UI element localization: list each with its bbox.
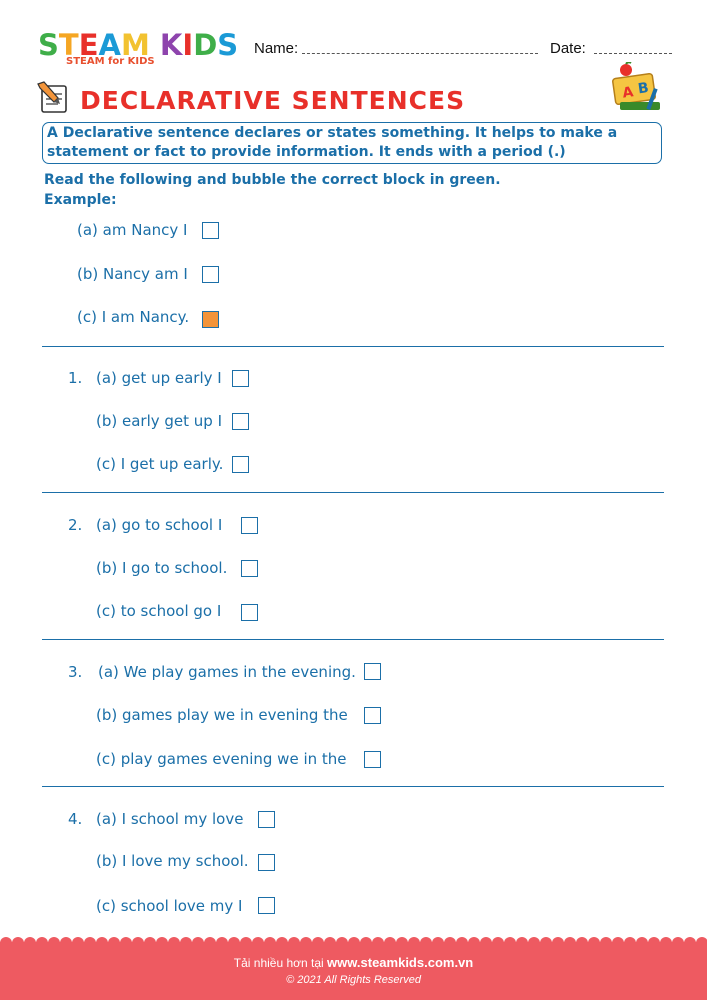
q1-checkbox-a[interactable] bbox=[232, 370, 249, 387]
q3-option-c: (c) play games evening we in the bbox=[96, 750, 347, 768]
question-number: 3. bbox=[68, 663, 83, 681]
divider bbox=[42, 786, 664, 787]
example-label: Example: bbox=[44, 192, 117, 208]
q1-option-a: (a) get up early I bbox=[96, 369, 222, 387]
instruction-text: Read the following and bubble the correct block in green. bbox=[44, 172, 501, 188]
q4-option-a: (a) I school my love bbox=[96, 810, 244, 828]
q3-option-b: (b) games play we in evening the bbox=[96, 706, 348, 724]
date-field[interactable] bbox=[594, 53, 672, 54]
divider bbox=[42, 492, 664, 493]
question-number: 2. bbox=[68, 516, 83, 534]
steam-kids-logo bbox=[38, 30, 238, 72]
definition-text: A Declarative sentence declares or states something. It helps to make a statement or fact to provide information. It ends with a period (.) bbox=[47, 125, 618, 160]
logo-subtitle: STEAM for KIDS bbox=[66, 56, 155, 67]
example-option-c: (c) I am Nancy. bbox=[77, 308, 190, 326]
divider bbox=[42, 639, 664, 640]
footer-copyright: © 2021 All Rights Reserved bbox=[286, 974, 421, 986]
question-number: 4. bbox=[68, 810, 83, 828]
q4-checkbox-b[interactable] bbox=[258, 854, 275, 871]
example-checkbox-b[interactable] bbox=[202, 266, 219, 283]
svg-text:B: B bbox=[636, 80, 650, 98]
q2-option-a: (a) go to school I bbox=[96, 516, 223, 534]
q2-checkbox-b[interactable] bbox=[241, 560, 258, 577]
q1-checkbox-c[interactable] bbox=[232, 456, 249, 473]
q3-option-a: (a) We play games in the evening. bbox=[98, 663, 356, 681]
pencil-note-icon bbox=[36, 80, 72, 116]
q1-option-b: (b) early get up I bbox=[96, 412, 223, 430]
q4-option-b: (b) I love my school. bbox=[96, 852, 249, 870]
example-checkbox-a[interactable] bbox=[202, 222, 219, 239]
page-title: DECLARATIVE SENTENCES bbox=[80, 86, 466, 115]
definition-box bbox=[42, 122, 662, 164]
question-number: 1. bbox=[68, 369, 83, 387]
name-field[interactable] bbox=[302, 53, 538, 54]
abc-book-apple-icon bbox=[606, 62, 666, 114]
footer-download-prefix: Tải nhiều hơn tại bbox=[233, 956, 324, 970]
q4-checkbox-a[interactable] bbox=[258, 811, 275, 828]
example-option-b: (b) Nancy am I bbox=[77, 265, 188, 283]
q4-checkbox-c[interactable] bbox=[258, 897, 275, 914]
footer-download-line bbox=[0, 955, 707, 970]
example-checkbox-c-checked[interactable] bbox=[202, 311, 219, 328]
q3-checkbox-a[interactable] bbox=[364, 663, 381, 680]
footer-website-link[interactable]: www.steamkids.com.vn bbox=[327, 955, 474, 970]
q3-checkbox-c[interactable] bbox=[364, 751, 381, 768]
svg-text:A: A bbox=[621, 84, 635, 102]
q2-option-b: (b) I go to school. bbox=[96, 559, 228, 577]
q4-option-c: (c) school love my I bbox=[96, 897, 243, 915]
footer bbox=[0, 942, 707, 1000]
q2-checkbox-c[interactable] bbox=[241, 604, 258, 621]
date-label: Date: bbox=[550, 40, 586, 57]
q1-checkbox-b[interactable] bbox=[232, 413, 249, 430]
q1-option-c: (c) I get up early. bbox=[96, 455, 224, 473]
q2-option-c: (c) to school go I bbox=[96, 602, 222, 620]
example-option-a: (a) am Nancy I bbox=[77, 221, 188, 239]
divider bbox=[42, 346, 664, 347]
logo-word: STEAM KIDS bbox=[38, 28, 239, 62]
q3-checkbox-b[interactable] bbox=[364, 707, 381, 724]
name-label: Name: bbox=[254, 40, 299, 57]
q2-checkbox-a[interactable] bbox=[241, 517, 258, 534]
